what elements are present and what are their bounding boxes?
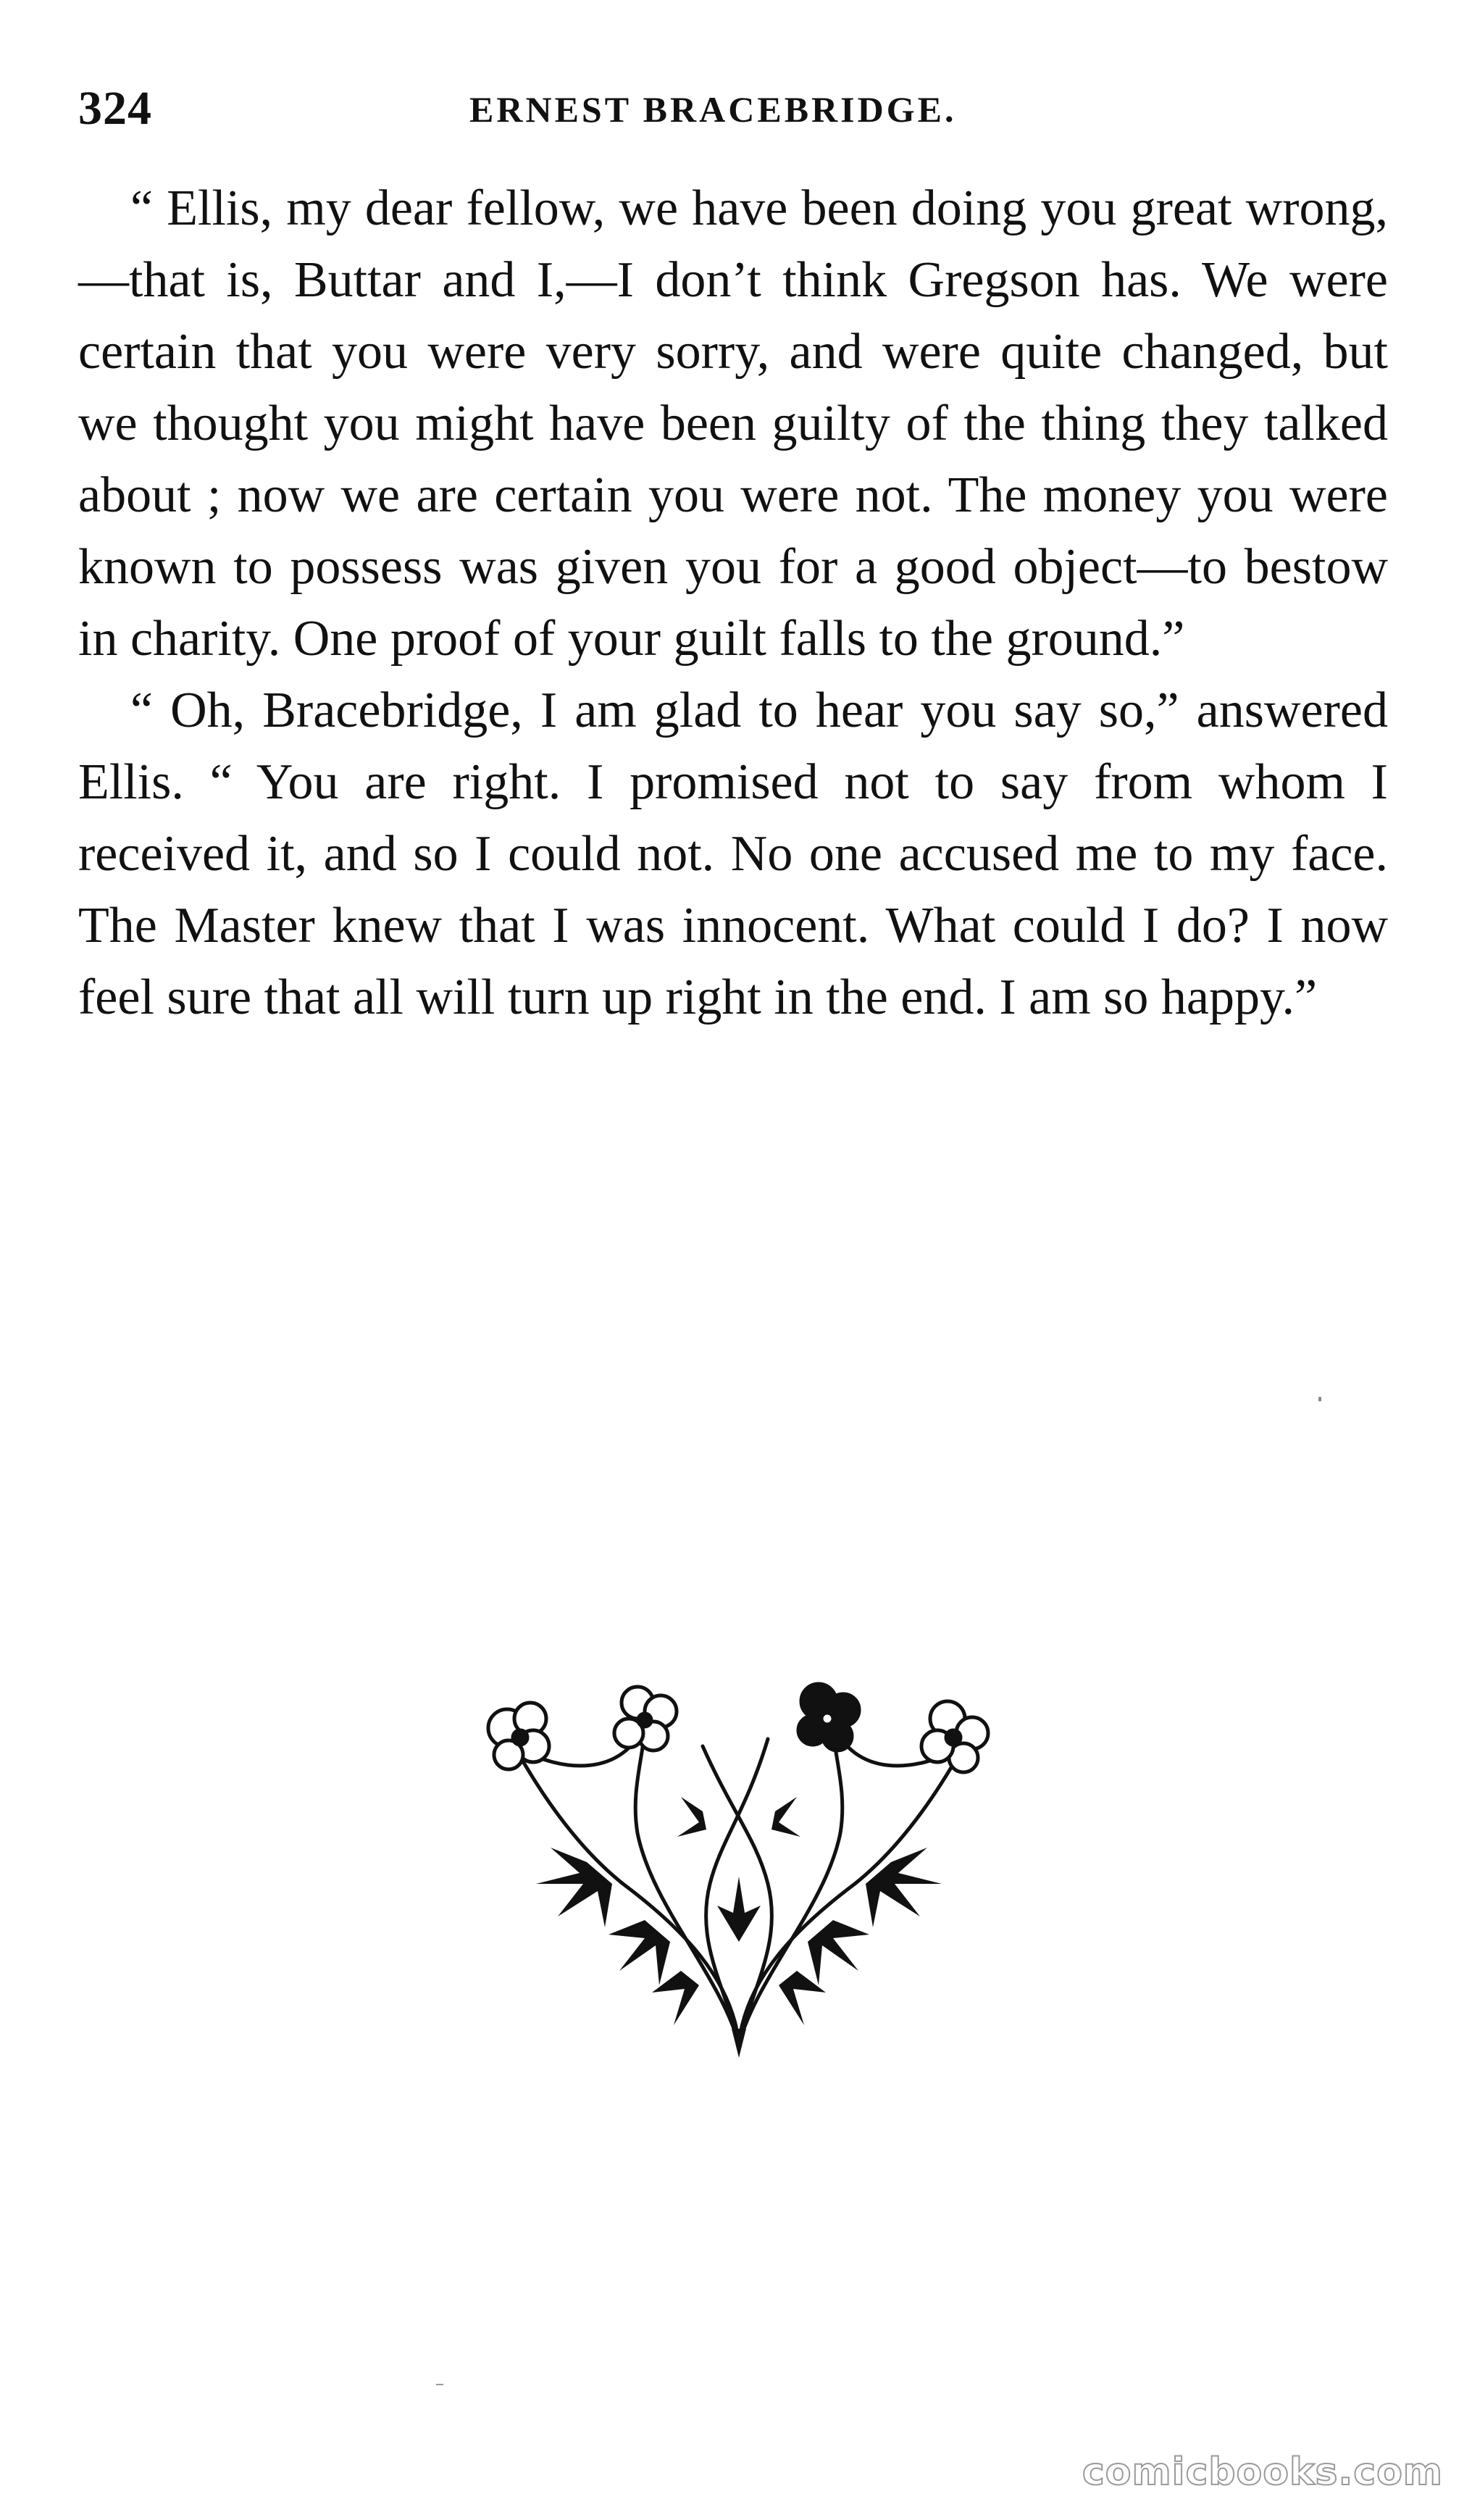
running-title: ERNEST BRACEBRIDGE.	[469, 89, 957, 130]
floral-tailpiece-icon	[464, 1666, 1014, 2058]
paragraph: “ Ellis, my dear fellow, we have been doing you great wrong,—that is, Buttar and I,—I don’t think Gregson has. We were certain that you were very sorry, and were quite changed, but we thought you might have been guilty of the thing they talked about ; now we are certain you were not. The money you were known to possess was given you for a good object—to bestow in charity. One proof of your guilt falls to the ground.”	[78, 180, 1388, 667]
print-speck	[436, 2384, 443, 2385]
paragraph: “ Oh, Bracebridge, I am glad to hear you say so,” answered Ellis. “ You are right. I promised not to say from whom I received it, and so I could not. No one accused me to my face. The Master knew that I was innocent. What could I do? I now feel sure that all will turn up right in the end. I am so happy.”	[78, 683, 1388, 1025]
watermark-text: comicbooks.com	[1082, 2450, 1443, 2494]
body-text	[78, 172, 1388, 1033]
page-number: 324	[78, 82, 152, 135]
page-header	[78, 81, 1382, 139]
print-speck	[1318, 1397, 1321, 1401]
